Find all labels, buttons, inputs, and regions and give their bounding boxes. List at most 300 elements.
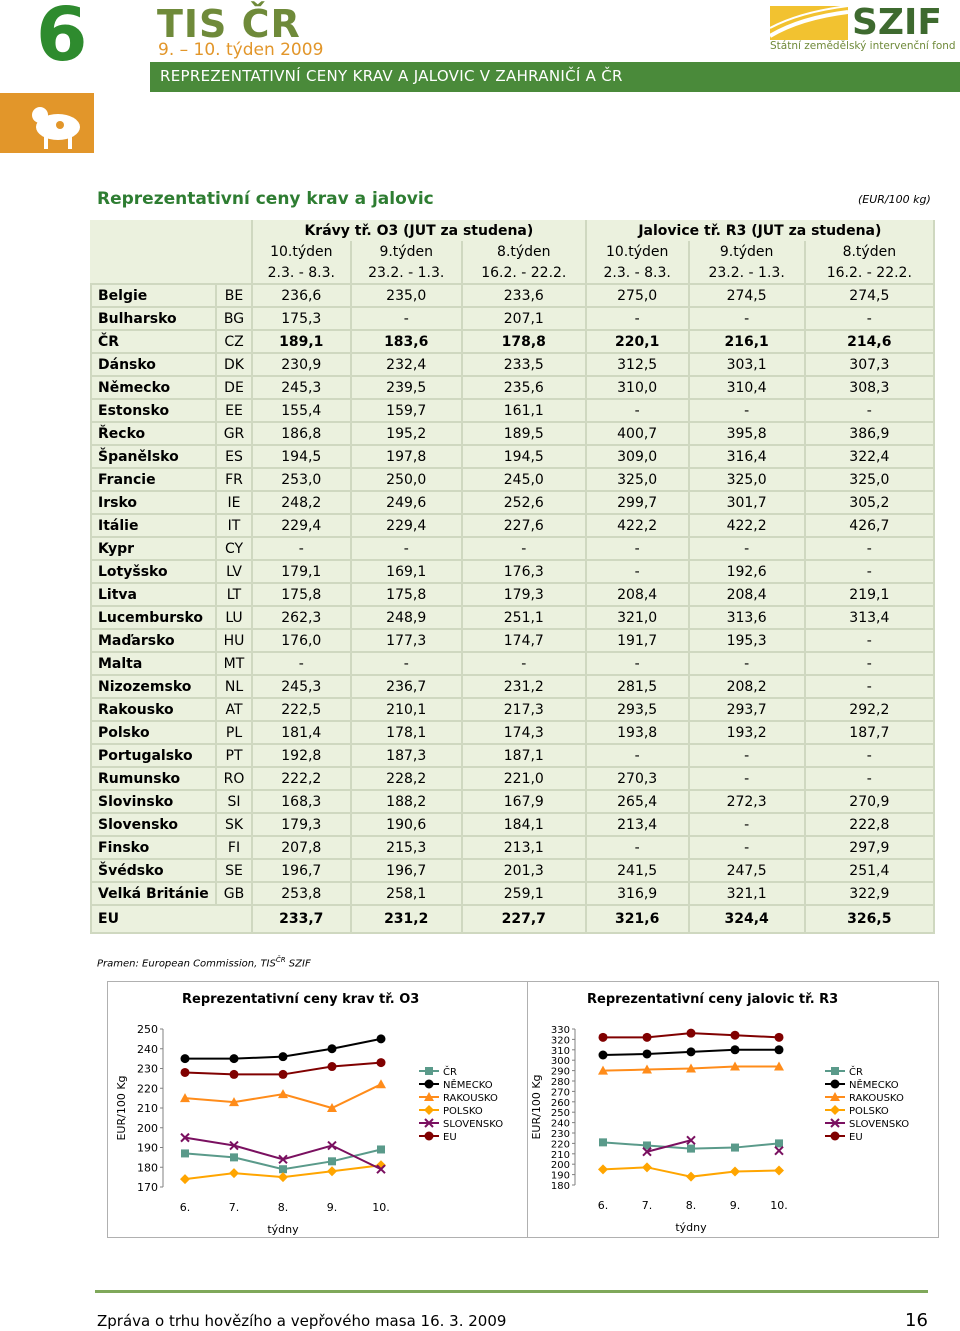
cow-logo: [0, 93, 94, 153]
country-code: SK: [216, 813, 252, 836]
data-point: [687, 1047, 696, 1056]
price-cell: 251,4: [805, 859, 934, 882]
price-cell: 207,8: [252, 836, 351, 859]
price-cell: -: [351, 537, 462, 560]
price-cell: -: [351, 307, 462, 330]
section-unit: (EUR/100 kg): [858, 193, 931, 206]
price-cell: 325,0: [586, 468, 689, 491]
footer-page-number: 16: [905, 1310, 928, 1331]
price-cell: 233,7: [252, 905, 351, 933]
price-cell: 175,8: [351, 583, 462, 606]
wheat-icon: [770, 6, 848, 40]
table-row: [91, 652, 934, 675]
period-header: 23.2. - 1.3.: [351, 262, 462, 284]
price-cell: 174,7: [462, 629, 586, 652]
price-cell: 181,4: [252, 721, 351, 744]
y-tick-label: 210: [137, 1102, 158, 1115]
country-code: DE: [216, 376, 252, 399]
price-cell: -: [689, 652, 805, 675]
szif-subtitle: Státní zemědělský intervenční fond: [770, 40, 956, 52]
table-row: [91, 767, 934, 790]
price-cell: -: [805, 307, 934, 330]
source-suffix: SZIF: [285, 958, 311, 970]
price-cell: 207,1: [462, 307, 586, 330]
price-cell: 184,1: [462, 813, 586, 836]
price-cell: 297,9: [805, 836, 934, 859]
price-cell: -: [805, 652, 934, 675]
y-tick-label: 220: [137, 1082, 158, 1096]
price-cell: 190,6: [351, 813, 462, 836]
price-cell: -: [462, 537, 586, 560]
country-code: FI: [216, 836, 252, 859]
country-name: Nizozemsko: [91, 675, 216, 698]
country-code: HU: [216, 629, 252, 652]
legend-label: ČR: [443, 1067, 457, 1078]
data-point: [775, 1045, 784, 1054]
header-empty: [91, 241, 216, 262]
table-row: [91, 514, 934, 537]
price-cell: -: [689, 767, 805, 790]
table-row: [91, 629, 934, 652]
price-cell: -: [351, 652, 462, 675]
price-cell: 325,0: [805, 468, 934, 491]
price-cell: 187,3: [351, 744, 462, 767]
table-row-eu: [91, 905, 934, 933]
price-cell: -: [586, 399, 689, 422]
legend-label: NĚMECKO: [443, 1080, 493, 1091]
country-name: Řecko: [91, 422, 216, 445]
x-tick-label: 10.: [770, 1199, 788, 1212]
price-cell: 321,6: [586, 905, 689, 933]
price-cell: 426,7: [805, 514, 934, 537]
price-cell: 194,5: [252, 445, 351, 468]
price-cell: 303,1: [689, 353, 805, 376]
data-point: [328, 1062, 337, 1071]
price-cell: 265,4: [586, 790, 689, 813]
price-cell: -: [462, 652, 586, 675]
table-row: [91, 813, 934, 836]
price-cell: 175,3: [252, 307, 351, 330]
country-name: Německo: [91, 376, 216, 399]
price-cell: 195,2: [351, 422, 462, 445]
price-cell: 313,6: [689, 606, 805, 629]
country-code: PL: [216, 721, 252, 744]
table-row: [91, 859, 934, 882]
price-cell: 253,0: [252, 468, 351, 491]
price-cell: 258,1: [351, 882, 462, 905]
legend-marker: [425, 1067, 433, 1075]
price-cell: 222,8: [805, 813, 934, 836]
price-cell: 167,9: [462, 790, 586, 813]
y-tick-label: 190: [137, 1141, 158, 1155]
data-point: [230, 1153, 238, 1161]
week-header: 8.týden: [805, 241, 934, 262]
price-cell: 236,6: [252, 284, 351, 307]
period-header: 16.2. - 22.2.: [462, 262, 586, 284]
header-empty: [216, 262, 252, 284]
price-cell: 241,5: [586, 859, 689, 882]
country-name: Kypr: [91, 537, 216, 560]
price-cell: 221,0: [462, 767, 586, 790]
price-cell: 208,4: [586, 583, 689, 606]
price-cell: 174,3: [462, 721, 586, 744]
legend-label: NĚMECKO: [849, 1080, 899, 1091]
header-title: REPREZENTATIVNÍ CENY KRAV A JALOVIC V ZAHRANIČÍ A ČR: [160, 67, 623, 85]
data-point: [687, 1029, 696, 1038]
price-cell: 292,2: [805, 698, 934, 721]
price-cell: 248,9: [351, 606, 462, 629]
country-code: LT: [216, 583, 252, 606]
price-cell: -: [586, 744, 689, 767]
table-row: [91, 353, 934, 376]
legend-label: RAKOUSKO: [849, 1093, 904, 1104]
price-cell: 293,7: [689, 698, 805, 721]
price-cell: 193,2: [689, 721, 805, 744]
price-cell: 161,1: [462, 399, 586, 422]
price-cell: 239,5: [351, 376, 462, 399]
country-code: DK: [216, 353, 252, 376]
table-header-weeks: [91, 241, 934, 262]
price-cell: 186,8: [252, 422, 351, 445]
legend-marker: [831, 1132, 840, 1141]
legend-marker: [425, 1080, 434, 1089]
source-sup: ČR: [275, 956, 286, 964]
table-row: [91, 606, 934, 629]
price-cell: -: [689, 537, 805, 560]
period-header: 23.2. - 1.3.: [689, 262, 805, 284]
country-name: Slovensko: [91, 813, 216, 836]
price-cell: 187,7: [805, 721, 934, 744]
price-cell: 183,6: [351, 330, 462, 353]
price-cell: 236,7: [351, 675, 462, 698]
price-cell: 274,5: [805, 284, 934, 307]
price-cell: 235,6: [462, 376, 586, 399]
price-cell: 386,9: [805, 422, 934, 445]
legend-marker: [831, 1067, 839, 1075]
data-point: [599, 1138, 607, 1146]
x-axis-label: týdny: [675, 1221, 707, 1234]
price-cell: 251,1: [462, 606, 586, 629]
price-cell: 208,2: [689, 675, 805, 698]
price-cell: -: [586, 836, 689, 859]
table-row: [91, 583, 934, 606]
price-cell: 247,5: [689, 859, 805, 882]
country-name: Finsko: [91, 836, 216, 859]
country-name: Slovinsko: [91, 790, 216, 813]
price-cell: 192,6: [689, 560, 805, 583]
country-name: Španělsko: [91, 445, 216, 468]
country-name: Rumunsko: [91, 767, 216, 790]
data-point: [230, 1054, 239, 1063]
country-name: Velká Británie: [91, 882, 216, 905]
country-code: EE: [216, 399, 252, 422]
data-point: [279, 1070, 288, 1079]
price-cell: 272,3: [689, 790, 805, 813]
week-header: 8.týden: [462, 241, 586, 262]
price-cell: 169,1: [351, 560, 462, 583]
price-cell: 168,3: [252, 790, 351, 813]
data-point: [643, 1049, 652, 1058]
country-code: AT: [216, 698, 252, 721]
y-tick-label: 190: [550, 1170, 570, 1182]
table-row: [91, 721, 934, 744]
price-cell: 308,3: [805, 376, 934, 399]
price-cell: -: [689, 399, 805, 422]
country-code: LU: [216, 606, 252, 629]
price-cell: 274,5: [689, 284, 805, 307]
source-note: [97, 956, 311, 969]
price-cell: 215,3: [351, 836, 462, 859]
price-cell: 176,3: [462, 560, 586, 583]
country-code: PT: [216, 744, 252, 767]
data-point: [181, 1054, 190, 1063]
week-header: 10.týden: [252, 241, 351, 262]
data-point: [599, 1051, 608, 1060]
price-cell: 213,1: [462, 836, 586, 859]
y-tick-label: 300: [550, 1056, 570, 1068]
group-cows: Krávy tř. O3 (JUT za studena): [252, 220, 586, 241]
y-tick-label: 310: [550, 1045, 570, 1057]
price-cell: 395,8: [689, 422, 805, 445]
data-point: [687, 1145, 695, 1153]
price-cell: 262,3: [252, 606, 351, 629]
price-cell: 195,3: [689, 629, 805, 652]
country-name: Polsko: [91, 721, 216, 744]
price-cell: 159,7: [351, 399, 462, 422]
price-cell: 175,8: [252, 583, 351, 606]
price-cell: 281,5: [586, 675, 689, 698]
data-point: [230, 1070, 239, 1079]
price-cell: -: [689, 744, 805, 767]
price-cell: -: [805, 629, 934, 652]
country-name: Lucembursko: [91, 606, 216, 629]
legend-label: RAKOUSKO: [443, 1093, 498, 1104]
country-code: MT: [216, 652, 252, 675]
price-cell: 228,2: [351, 767, 462, 790]
country-code: NL: [216, 675, 252, 698]
y-tick-label: 240: [550, 1118, 570, 1130]
price-cell: 233,6: [462, 284, 586, 307]
table-row: [91, 307, 934, 330]
week-header: 9.týden: [351, 241, 462, 262]
y-tick-label: 240: [137, 1042, 158, 1056]
price-cell: 214,6: [805, 330, 934, 353]
price-cell: 326,5: [805, 905, 934, 933]
country-code: ES: [216, 445, 252, 468]
y-tick-label: 230: [137, 1062, 158, 1076]
table-row: [91, 836, 934, 859]
data-point: [279, 1052, 288, 1061]
data-point: [181, 1149, 189, 1157]
price-cell: 177,3: [351, 629, 462, 652]
table-header-periods: [91, 262, 934, 284]
price-cell: 197,8: [351, 445, 462, 468]
price-cell: 322,4: [805, 445, 934, 468]
price-cell: 248,2: [252, 491, 351, 514]
price-cell: 196,7: [252, 859, 351, 882]
price-cell: 176,0: [252, 629, 351, 652]
price-cell: 196,7: [351, 859, 462, 882]
y-tick-label: 220: [550, 1139, 570, 1151]
price-cell: 227,6: [462, 514, 586, 537]
chart-heifers: [527, 981, 939, 1238]
footer-line: [95, 1290, 928, 1293]
legend-marker: [831, 1080, 840, 1089]
country-name: ČR: [91, 330, 216, 353]
table-row: [91, 284, 934, 307]
legend-label: POLSKO: [849, 1106, 889, 1117]
price-cell: 222,2: [252, 767, 351, 790]
y-tick-label: 250: [550, 1108, 570, 1120]
x-tick-label: 10.: [372, 1201, 390, 1214]
y-tick-label: 280: [550, 1077, 570, 1088]
week-header: 9.týden: [689, 241, 805, 262]
price-cell: -: [689, 836, 805, 859]
y-tick-label: 200: [137, 1121, 158, 1135]
price-cell: 189,5: [462, 422, 586, 445]
country-code: GB: [216, 882, 252, 905]
country-name: Maďarsko: [91, 629, 216, 652]
price-cell: 310,4: [689, 376, 805, 399]
data-point: [377, 1034, 386, 1043]
price-cell: 316,9: [586, 882, 689, 905]
data-point: [377, 1145, 385, 1153]
table-row: [91, 560, 934, 583]
price-cell: 232,4: [351, 353, 462, 376]
price-cell: 321,1: [689, 882, 805, 905]
price-cell: 400,7: [586, 422, 689, 445]
cow-icon: [0, 93, 94, 153]
price-cell: 210,1: [351, 698, 462, 721]
table-row: [91, 330, 934, 353]
data-point: [775, 1139, 783, 1147]
week-header: 10.týden: [586, 241, 689, 262]
country-code: FR: [216, 468, 252, 491]
price-cell: -: [586, 560, 689, 583]
x-tick-label: 7.: [228, 1201, 240, 1214]
data-point: [731, 1045, 740, 1054]
price-cell: 305,2: [805, 491, 934, 514]
price-cell: 201,3: [462, 859, 586, 882]
price-cell: 193,8: [586, 721, 689, 744]
price-cell: 194,5: [462, 445, 586, 468]
legend-label: SLOVENSKO: [443, 1119, 504, 1130]
x-tick-label: 9.: [326, 1201, 338, 1214]
price-cell: -: [805, 560, 934, 583]
szif-logo: [770, 6, 848, 44]
price-cell: 310,0: [586, 376, 689, 399]
legend-marker: [425, 1132, 434, 1141]
price-cell: 213,4: [586, 813, 689, 836]
y-tick-label: 250: [137, 1023, 158, 1036]
price-cell: 245,3: [252, 376, 351, 399]
country-name: Belgie: [91, 284, 216, 307]
data-point: [328, 1044, 337, 1053]
legend-label: ČR: [849, 1067, 863, 1078]
country-name: Litva: [91, 583, 216, 606]
price-cell: -: [252, 537, 351, 560]
x-tick-label: 7.: [641, 1199, 653, 1212]
table-row: [91, 399, 934, 422]
y-tick-label: 210: [550, 1149, 570, 1161]
table-row: [91, 790, 934, 813]
source-prefix: Pramen: European Commission, TIS: [97, 958, 276, 970]
price-cell: 259,1: [462, 882, 586, 905]
y-tick-label: 330: [550, 1025, 570, 1036]
table-row: [91, 675, 934, 698]
price-cell: -: [586, 537, 689, 560]
price-cell: 217,3: [462, 698, 586, 721]
footer-text: Zpráva o trhu hovězího a vepřového masa 16. 3. 2009: [97, 1312, 507, 1330]
x-tick-label: 6.: [179, 1201, 191, 1214]
price-cell: 179,1: [252, 560, 351, 583]
y-axis-label: EUR/100 Kg: [115, 1075, 128, 1141]
country-name: Bulharsko: [91, 307, 216, 330]
price-cell: -: [252, 652, 351, 675]
table-row: [91, 537, 934, 560]
price-cell: 227,7: [462, 905, 586, 933]
legend-label: SLOVENSKO: [849, 1119, 910, 1130]
country-code: BE: [216, 284, 252, 307]
price-cell: -: [586, 652, 689, 675]
price-cell: 220,1: [586, 330, 689, 353]
country-name: Lotyšsko: [91, 560, 216, 583]
price-cell: -: [805, 675, 934, 698]
price-cell: -: [805, 537, 934, 560]
data-point: [643, 1033, 652, 1042]
price-cell: 316,4: [689, 445, 805, 468]
country-code: SI: [216, 790, 252, 813]
x-axis-label: týdny: [267, 1223, 299, 1236]
price-cell: 325,0: [689, 468, 805, 491]
week-label: 9. – 10. týden 2009: [158, 40, 324, 60]
country-name: Portugalsko: [91, 744, 216, 767]
y-tick-label: 180: [550, 1181, 570, 1192]
price-cell: 230,9: [252, 353, 351, 376]
price-cell: -: [689, 307, 805, 330]
price-cell: 178,8: [462, 330, 586, 353]
table-row: [91, 882, 934, 905]
y-tick-label: 170: [137, 1181, 158, 1194]
country-code: IT: [216, 514, 252, 537]
price-cell: 307,3: [805, 353, 934, 376]
price-cell: -: [805, 767, 934, 790]
chart-title: Reprezentativní ceny krav tř. O3: [182, 992, 420, 1007]
price-cell: -: [805, 399, 934, 422]
y-tick-label: 260: [550, 1097, 570, 1109]
price-cell: 312,5: [586, 353, 689, 376]
country-name: Francie: [91, 468, 216, 491]
section-title: Reprezentativní ceny krav a jalovic: [97, 189, 434, 209]
y-tick-label: 180: [137, 1161, 158, 1175]
legend-label: EU: [849, 1132, 863, 1143]
page-number: 6: [36, 0, 88, 78]
header-empty: [91, 262, 216, 284]
price-cell: 191,7: [586, 629, 689, 652]
period-header: 16.2. - 22.2.: [805, 262, 934, 284]
price-cell: 270,3: [586, 767, 689, 790]
price-cell: 252,6: [462, 491, 586, 514]
price-cell: 231,2: [462, 675, 586, 698]
x-tick-label: 8.: [277, 1201, 289, 1214]
table-row: [91, 744, 934, 767]
x-tick-label: 6.: [597, 1199, 609, 1212]
price-cell: 301,7: [689, 491, 805, 514]
price-cell: 229,4: [252, 514, 351, 537]
header-empty: [216, 241, 252, 262]
y-tick-label: 230: [550, 1129, 570, 1140]
data-point: [377, 1058, 386, 1067]
